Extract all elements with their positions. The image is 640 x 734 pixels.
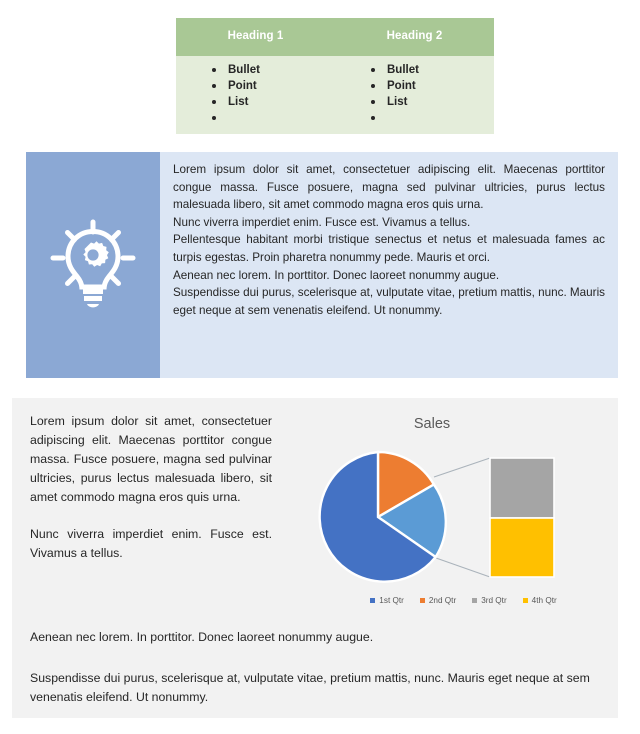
callout-paragraph-5: Suspendisse dui purus, scelerisque at, vulputate vitae, pretium mattis, nunc. Mauris eget neque at sem venenatis eleifend. Ut nonummy. xyxy=(173,286,606,317)
table-header-cell-1: Heading 1 xyxy=(176,18,335,56)
legend-label: 1st Qtr xyxy=(379,596,404,605)
list-item: List xyxy=(335,94,494,110)
table-header-cell-2: Heading 2 xyxy=(335,18,494,56)
chart-legend xyxy=(326,596,601,605)
legend-item-2nd-qtr xyxy=(420,596,456,605)
table-header-row xyxy=(176,18,494,56)
heading-bullet-table xyxy=(176,18,494,134)
bullet-list-column-1 xyxy=(176,56,335,134)
table-body-row xyxy=(176,56,494,134)
lightbulb-callout-block xyxy=(26,152,618,378)
table-body-cell-2 xyxy=(335,56,494,134)
callout-icon-panel xyxy=(26,152,160,378)
left-text-column xyxy=(30,412,272,563)
table-body-cell-1 xyxy=(176,56,335,134)
body-paragraph-2: Nunc viverra imperdiet enim. Fusce est. Vivamus a tellus. xyxy=(30,527,272,560)
legend-swatch-icon xyxy=(420,598,425,603)
list-item xyxy=(176,110,335,126)
legend-swatch-icon xyxy=(370,598,375,603)
legend-swatch-icon xyxy=(523,598,528,603)
bar-segment-3rd-qtr xyxy=(490,458,554,518)
legend-label: 3rd Qtr xyxy=(481,596,507,605)
callout-paragraph-4: Aenean nec lorem. In porttitor. Donec laoreet nonummy augue. xyxy=(173,268,500,282)
lightbulb-gear-icon xyxy=(50,219,136,311)
pie-slices xyxy=(320,452,446,582)
list-item: Point xyxy=(335,78,494,94)
body-paragraph-4: Suspendisse dui purus, scelerisque at, vulputate vitae, pretium mattis, nunc. Mauris eget neque at sem venenatis eleifend. Ut nonummy. xyxy=(30,671,590,704)
chart-plot-area xyxy=(308,444,608,594)
legend-item-4th-qtr xyxy=(523,596,557,605)
callout-paragraph-2: Nunc viverra imperdiet enim. Fusce est. Vivamus a tellus. xyxy=(173,215,471,229)
body-paragraph-1: Lorem ipsum dolor sit amet, consectetuer adipiscing elit. Maecenas porttitor congue massa. Fusce posuere, magna sed pulvinar ultricies, purus lectus malesuada libero, sit amet commodo magna eros quis urna. xyxy=(30,414,272,504)
chart-title: Sales xyxy=(413,416,451,432)
callout-paragraph-3: Pellentesque habitant morbi tristique senectus et netus et malesuada fames ac turpis egestas. Proin pharetra nonummy pede. Mauris et orci. xyxy=(173,233,605,264)
list-item: Bullet xyxy=(335,62,494,78)
legend-label: 2nd Qtr xyxy=(428,596,457,605)
breakout-bar xyxy=(490,458,554,577)
callout-paragraph-1: Lorem ipsum dolor sit amet, consectetuer adipiscing elit. Maecenas porttitor congue massa. Fusce posuere, magna sed pulvinar ultricies, purus lectus malesuada libero, sit amet commodo magna eros quis urna. xyxy=(173,163,605,212)
body-paragraph-3: Aenean nec lorem. In porttitor. Donec laoreet nonummy augue. xyxy=(30,630,374,644)
bullet-list-column-2 xyxy=(335,56,494,134)
legend-item-1st-qtr xyxy=(370,596,404,605)
content-block xyxy=(12,398,618,718)
bar-segment-4th-qtr xyxy=(490,518,554,577)
list-item: Bullet xyxy=(176,62,335,78)
list-item: Point xyxy=(176,78,335,94)
sales-chart xyxy=(308,408,608,623)
legend-item-3rd-qtr xyxy=(472,596,506,605)
callout-text-panel xyxy=(160,152,618,378)
list-item: List xyxy=(176,94,335,110)
connector-line-top xyxy=(434,458,490,477)
legend-swatch-icon xyxy=(472,598,477,603)
list-item xyxy=(335,110,494,126)
legend-label: 4th Qtr xyxy=(531,596,557,605)
connector-line-bottom xyxy=(436,558,490,577)
